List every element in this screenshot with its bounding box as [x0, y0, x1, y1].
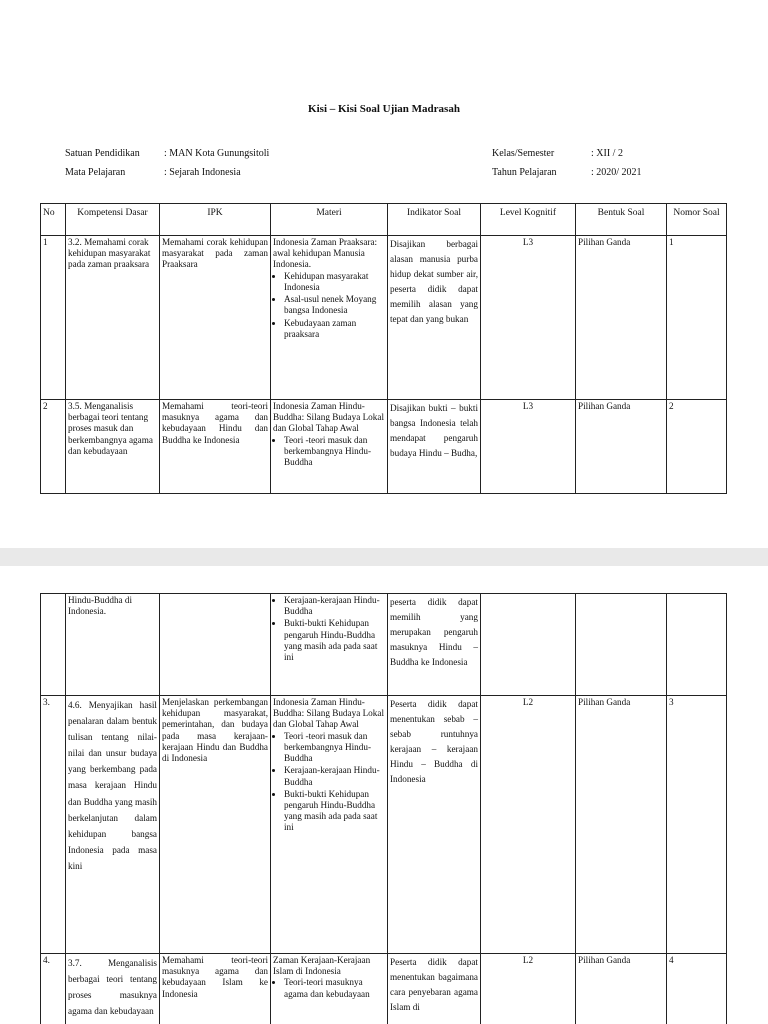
row2-materi [271, 400, 388, 494]
row3-materi-text: Indonesia Zaman Hindu-Buddha: Silang Budaya Lokal dan Global Tahap Awal [273, 697, 384, 730]
row2-materi-list [273, 435, 385, 469]
row1-level-kognitif: L3 [481, 236, 576, 400]
row4-bentuk-soal: Pilihan Ganda [576, 954, 667, 1024]
table-row [41, 594, 727, 696]
row2c-bentuk-soal [576, 594, 667, 696]
list-item: • Bukti-bukti Kehidupan pengaruh Hindu-Buddha yang masih ada pada saat ini [284, 789, 385, 834]
kelas-label: Kelas/Semester [492, 148, 555, 159]
row4-ipk: Memahami teori-teori masuknya agama dan kebudayaan Islam ke Indonesia [160, 954, 271, 1024]
header-ipk: IPK [160, 204, 271, 236]
row4-materi-list [273, 977, 385, 999]
row3-no: 3. [41, 696, 66, 954]
table-row [41, 236, 727, 400]
row4-materi [271, 954, 388, 1024]
row2c-no [41, 594, 66, 696]
row1-materi-text: Indonesia Zaman Praaksara: awal kehidupan Manusia Indonesia. [273, 237, 378, 270]
row3-materi-list [273, 731, 385, 834]
row2-ipk: Memahami teori-teori masuknya agama dan kebudayaan Hindu dan Buddha ke Indonesia [160, 400, 271, 494]
kelas-value: : XII / 2 [591, 148, 623, 159]
row4-materi-text: Zaman Kerajaan-Kerajaan Islam di Indonesia [273, 955, 371, 977]
header-kompetensi-dasar: Kompetensi Dasar [66, 204, 160, 236]
list-item: • Asal-usul nenek Moyang bangsa Indonesia [284, 294, 385, 316]
header-no: No [41, 204, 66, 236]
list-item: • Kebudayaan zaman praaksara [284, 318, 385, 340]
table-row [41, 954, 727, 1024]
row2c-level-kognitif [481, 594, 576, 696]
table-row [41, 696, 727, 954]
row2-materi-text: Indonesia Zaman Hindu-Buddha: Silang Budaya Lokal dan Global Tahap Awal [273, 401, 384, 434]
row1-nomor-soal: 1 [667, 236, 727, 400]
row1-materi [271, 236, 388, 400]
row3-materi [271, 696, 388, 954]
table-row [41, 400, 727, 494]
table-header-row [41, 204, 727, 236]
satuan-value: : MAN Kota Gunungsitoli [164, 148, 270, 159]
satuan-label: Satuan Pendidikan [65, 148, 140, 159]
kisi-table-page-1 [40, 203, 727, 494]
header-bentuk-soal: Bentuk Soal [576, 204, 667, 236]
tahun-value: : 2020/ 2021 [591, 167, 642, 178]
list-item: • Kerajaan-kerajaan Hindu-Buddha [284, 595, 385, 617]
row3-bentuk-soal: Pilihan Ganda [576, 696, 667, 954]
header-indikator-soal: Indikator Soal [388, 204, 481, 236]
row2-indikator-soal: Disajikan bukti – bukti bangsa Indonesia telah mendapat pengaruh budaya Hindu – Budha, [388, 400, 481, 494]
list-item: • Kehidupan masyarakat Indonesia [284, 271, 385, 293]
row2-bentuk-soal: Pilihan Ganda [576, 400, 667, 494]
row2-kompetensi-dasar: 3.5. Menganalisis berbagai teori tentang proses masuk dan berkembangnya agama dan kebudayaan [66, 400, 160, 494]
row2-nomor-soal: 2 [667, 400, 727, 494]
row4-indikator-soal: Peserta didik dapat menentukan bagaimana cara penyebaran agama Islam di [388, 954, 481, 1024]
mapel-label: Mata Pelajaran [65, 167, 126, 178]
list-item: • Teori-teori masuknya agama dan kebudayaan [284, 977, 385, 999]
kisi-table-page-2 [40, 593, 727, 1024]
list-item: • Kerajaan-kerajaan Hindu-Buddha [284, 765, 385, 787]
row4-level-kognitif: L2 [481, 954, 576, 1024]
row3-level-kognitif: L2 [481, 696, 576, 954]
header-nomor-soal: Nomor Soal [667, 204, 727, 236]
row1-kompetensi-dasar: 3.2. Memahami corak kehidupan masyarakat pada zaman praaksara [66, 236, 160, 400]
row1-materi-list [273, 271, 385, 340]
mapel-value: : Sejarah Indonesia [164, 167, 241, 178]
row2-no: 2 [41, 400, 66, 494]
list-item: • Teori -teori masuk dan berkembangnya Hindu-Buddha [284, 435, 385, 469]
document-title: Kisi – Kisi Soal Ujian Madrasah [308, 103, 460, 115]
header-level-kognitif: Level Kognitif [481, 204, 576, 236]
row2c-nomor-soal [667, 594, 727, 696]
row1-indikator-soal: Disajikan berbagai alasan manusia purba hidup dekat sumber air, peserta didik dapat memilih alasan yang tepat dan yang bukan [388, 236, 481, 400]
row3-kompetensi-dasar: 4.6. Menyajikan hasil penalaran dalam bentuk tulisan tentang nilai-nilai dan unsur budaya yang berkembang pada masa kerajaan Hindu dan Buddha yang masih berkelanjutan dalam kehidupan bangsa Indonesia pada masa kini [66, 696, 160, 954]
document-page-2 [0, 566, 768, 1024]
row3-nomor-soal: 3 [667, 696, 727, 954]
row2-level-kognitif: L3 [481, 400, 576, 494]
row3-ipk: Menjelaskan perkembangan kehidupan masyarakat, pemerintahan, dan budaya pada masa kerajaan-kerajaan Hindu dan Buddha di Indonesia [160, 696, 271, 954]
list-item: • Bukti-bukti Kehidupan pengaruh Hindu-Buddha yang masih ada pada saat ini [284, 618, 385, 663]
row4-nomor-soal: 4 [667, 954, 727, 1024]
row2c-materi [271, 594, 388, 696]
tahun-label: Tahun Pelajaran [492, 167, 557, 178]
row2c-kompetensi-dasar: Hindu-Buddha di Indonesia. [66, 594, 160, 696]
row1-no: 1 [41, 236, 66, 400]
row4-no: 4. [41, 954, 66, 1024]
header-materi: Materi [271, 204, 388, 236]
row2c-indikator-soal: peserta didik dapat memilih yang merupakan pengaruh masuknya Hindu – Buddha ke Indonesia [388, 594, 481, 696]
row3-indikator-soal: Peserta didik dapat menentukan sebab – sebab runtuhnya kerajaan – kerajaan Hindu – Buddha di Indonesia [388, 696, 481, 954]
row1-bentuk-soal: Pilihan Ganda [576, 236, 667, 400]
row1-ipk: Memahami corak kehidupan masyarakat pada zaman Praaksara [160, 236, 271, 400]
row4-kompetensi-dasar: 3.7. Menganalisis berbagai teori tentang proses masuknya agama dan kebudayaan [66, 954, 160, 1024]
row2c-ipk [160, 594, 271, 696]
row2c-materi-list [273, 595, 385, 663]
list-item: • Teori -teori masuk dan berkembangnya Hindu-Buddha [284, 731, 385, 765]
